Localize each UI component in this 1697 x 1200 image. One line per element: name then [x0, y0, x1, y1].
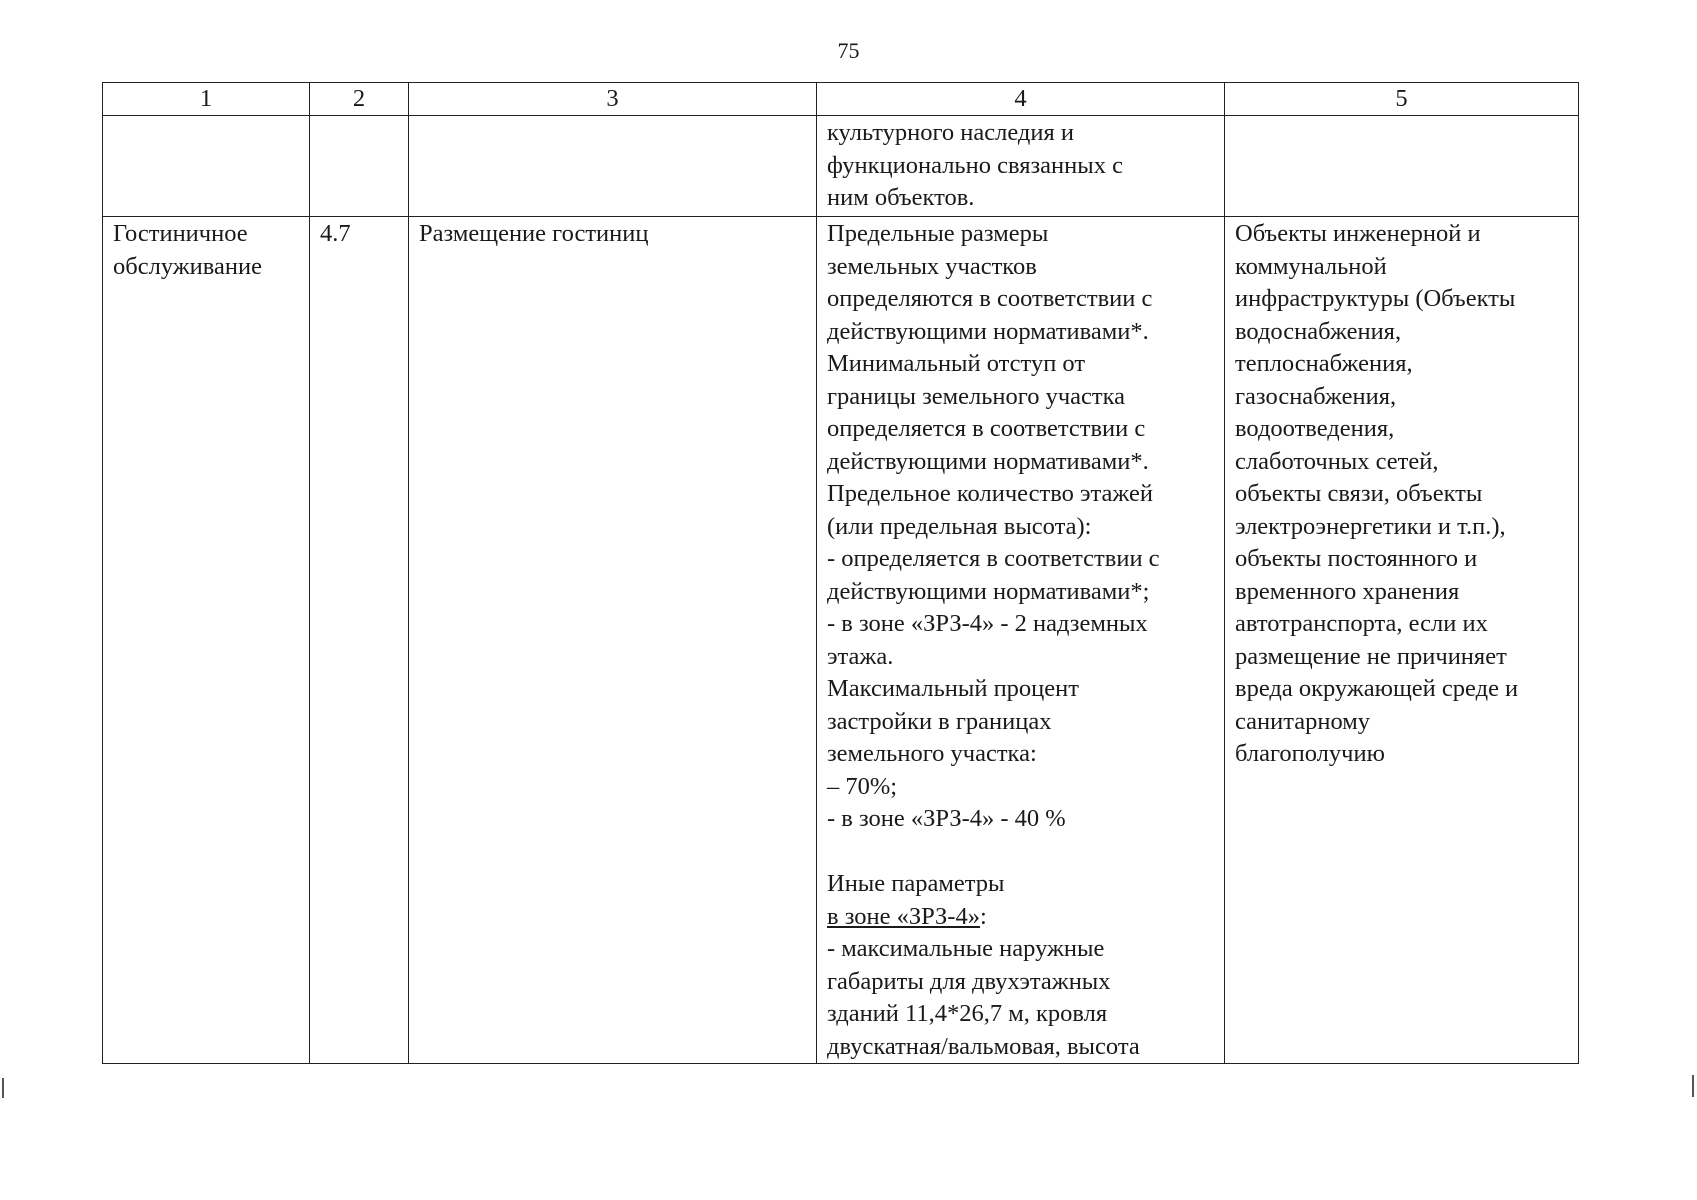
cell-empty	[310, 116, 409, 217]
text-line: действующими нормативами*.	[827, 317, 1149, 345]
text-line: - в зоне «ЗРЗ-4» - 2 надземных	[827, 610, 1148, 637]
header-row	[103, 83, 1579, 116]
cell-parameters	[817, 217, 1225, 1064]
text-line: - определяется в соответствии с	[827, 545, 1160, 572]
text-line: электроэнергетики и т.п.),	[1235, 512, 1506, 540]
column-header-5: 5	[1225, 83, 1579, 116]
text-line: водоотведения,	[1235, 415, 1395, 442]
text-line: земельного участка:	[827, 740, 1037, 767]
text-line: благополучию	[1235, 740, 1385, 767]
text-line: этажа.	[827, 642, 894, 670]
column-header-2: 2	[310, 83, 409, 116]
scan-artifact-right	[1692, 1075, 1694, 1097]
text-line: вреда окружающей среде и	[1235, 675, 1519, 702]
text-line: (или предельная высота):	[827, 512, 1092, 540]
cell-empty	[1225, 116, 1579, 217]
text-line: размещение не причиняет	[1235, 642, 1507, 670]
text-line: обслуживание	[113, 252, 262, 280]
table-row	[103, 217, 1579, 1064]
cell-parameters-continued	[817, 116, 1225, 217]
cell-empty	[103, 116, 310, 217]
cell-empty	[409, 116, 817, 217]
cell-use-type-name	[103, 217, 310, 1064]
text-line: объекты связи, объекты	[1235, 480, 1483, 507]
zone-name-underlined: в зоне «ЗРЗ-4»	[827, 902, 980, 930]
cell-auxiliary-uses	[1225, 217, 1579, 1064]
column-header-1: 1	[103, 83, 310, 116]
zone-heading	[827, 901, 1216, 934]
paragraph-gap	[827, 836, 1216, 869]
text-line: действующими нормативами*;	[827, 577, 1150, 605]
text-line: границы земельного участка	[827, 382, 1126, 410]
text-line: Гостиничное	[113, 220, 248, 247]
page-number: 75	[837, 38, 860, 63]
cell-use-type-code: 4.7	[310, 217, 409, 1064]
text-line: Предельные размеры	[827, 220, 1049, 247]
text-line: коммунальной	[1235, 252, 1387, 280]
continuation-row	[103, 116, 1579, 217]
text-line: объекты постоянного и	[1235, 545, 1478, 572]
text-line: культурного наследия и	[827, 119, 1074, 146]
text-line: определяется в соответствии с	[827, 415, 1146, 442]
text-line: действующими нормативами*.	[827, 447, 1149, 475]
text-line: водоснабжения,	[1235, 317, 1402, 345]
text-line: Иные параметры	[827, 870, 1005, 897]
zoning-regulations-table	[102, 82, 1579, 1064]
text-line: Минимальный отступ от	[827, 350, 1086, 377]
cell-use-description: Размещение гостиниц	[409, 217, 817, 1064]
text-line: функционально связанных с	[827, 151, 1123, 179]
text-line: - в зоне «ЗРЗ-4» - 40 %	[827, 805, 1066, 832]
text-line: Объекты инженерной и	[1235, 220, 1481, 247]
column-header-4: 4	[817, 83, 1225, 116]
text-line: земельных участков	[827, 252, 1037, 280]
text-line: габариты для двухэтажных	[827, 967, 1111, 995]
text-line: автотранспорта, если их	[1235, 610, 1488, 637]
text-line: ним объектов.	[827, 184, 975, 211]
column-header-3: 3	[409, 83, 817, 116]
text-line: – 70%;	[827, 772, 898, 800]
text-line: санитарному	[1235, 707, 1371, 735]
text-line: определяются в соответствии с	[827, 285, 1153, 312]
text-line: зданий 11,4*26,7 м, кровля	[827, 1000, 1108, 1027]
text-line: двускатная/вальмовая, высота	[827, 1032, 1140, 1060]
text-line: временного хранения	[1235, 577, 1460, 605]
text-line: застройки в границах	[827, 707, 1052, 735]
text-line: теплоснабжения,	[1235, 350, 1413, 377]
zone-colon: :	[979, 902, 987, 930]
text-line: слаботочных сетей,	[1235, 447, 1439, 475]
text-line: Максимальный процент	[827, 675, 1079, 702]
text-line: Предельное количество этажей	[827, 480, 1153, 507]
scan-artifact-left	[2, 1078, 4, 1098]
text-line: - максимальные наружные	[827, 935, 1105, 962]
text-line: инфраструктуры (Объекты	[1235, 285, 1516, 312]
text-line: газоснабжения,	[1235, 382, 1397, 410]
